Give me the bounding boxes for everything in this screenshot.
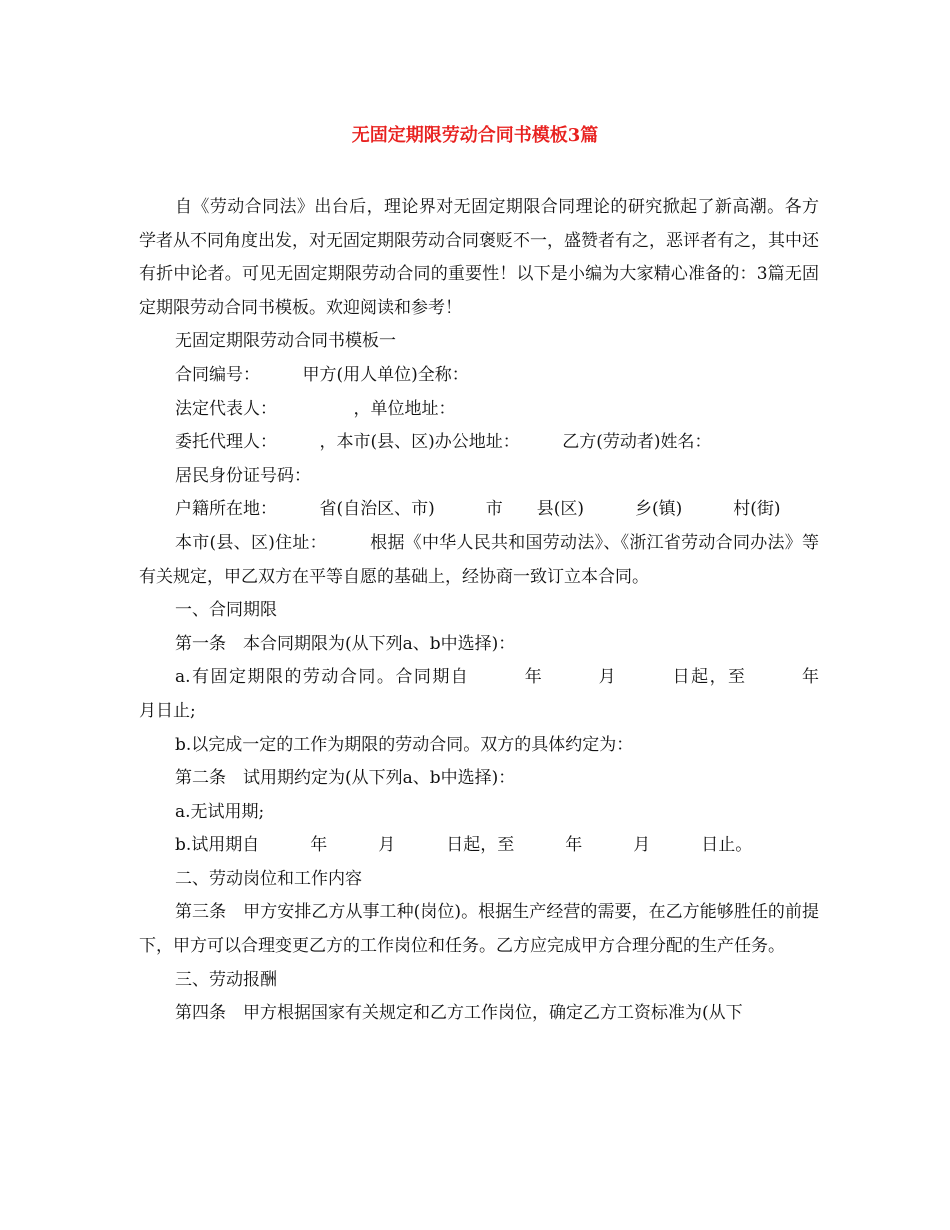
article-3: 第三条 甲方安排乙方从事工种(岗位)。根据生产经营的需要，在乙方能够胜任的前提下，甲方可以合理变更乙方的工作岗位和任务。乙方应完成甲方合理分配的生产任务。 [139, 902, 819, 957]
document-title: 无固定期限劳动合同书模板3篇 [351, 125, 599, 146]
article-1: 第一条 本合同期限为(从下列a、b中选择)： [175, 633, 516, 654]
intro-paragraph: 自《劳动合同法》出台后，理论界对无固定期限合同理论的研究掀起了新高潮。各方学者从不同角度出发，对无固定期限劳动合同褒贬不一，盛赞者有之，恶评者有之，其中还有折中论者。可见无固定期限劳动合同的重要性！以下是小编为大家精心准备的：3篇无固定期限劳动合同书模板。欢迎阅读和参考！ [139, 197, 819, 318]
section-heading-term: 一、合同期限 [175, 600, 277, 621]
article-1-option-b: b.以完成一定的工作为期限的劳动合同。双方的具体约定为： [175, 734, 634, 755]
field-legal-representative: 法定代表人： ，单位地址： [175, 398, 456, 419]
article-2-option-b: b.试用期自 年 月 日起，至 年 月 日止。 [175, 835, 753, 856]
legal-basis-paragraph: 本市(县、区)住址： 根据《中华人民共和国劳动法》、《浙江省劳动合同办法》等有关规定，甲乙双方在平等自愿的基础上，经协商一致订立本合同。 [139, 532, 819, 587]
section-heading-position: 二、劳动岗位和工作内容 [175, 868, 362, 889]
field-contract-number: 合同编号： 甲方(用人单位)全称： [175, 364, 469, 385]
article-4: 第四条 甲方根据国家有关规定和乙方工作岗位，确定乙方工资标准为(从下 [175, 1003, 743, 1024]
article-2-option-a: a.无试用期; [175, 801, 265, 822]
section-heading-remuneration: 三、劳动报酬 [175, 969, 277, 990]
field-household-registration: 户籍所在地： 省(自治区、市) 市 县(区) 乡(镇) 村(街) [175, 499, 781, 520]
field-agent: 委托代理人： ，本市(县、区)办公地址： 乙方(劳动者)姓名： [175, 432, 712, 453]
field-id-number: 居民身份证号码： [175, 465, 311, 486]
template-heading: 无固定期限劳动合同书模板一 [175, 331, 396, 352]
article-2: 第二条 试用期约定为(从下列a、b中选择)： [175, 768, 516, 789]
document-body [139, 191, 870, 1031]
article-1-option-a: a.有固定期限的劳动合同。合同期自 年 月 日起，至 年 月日止; [139, 667, 870, 721]
